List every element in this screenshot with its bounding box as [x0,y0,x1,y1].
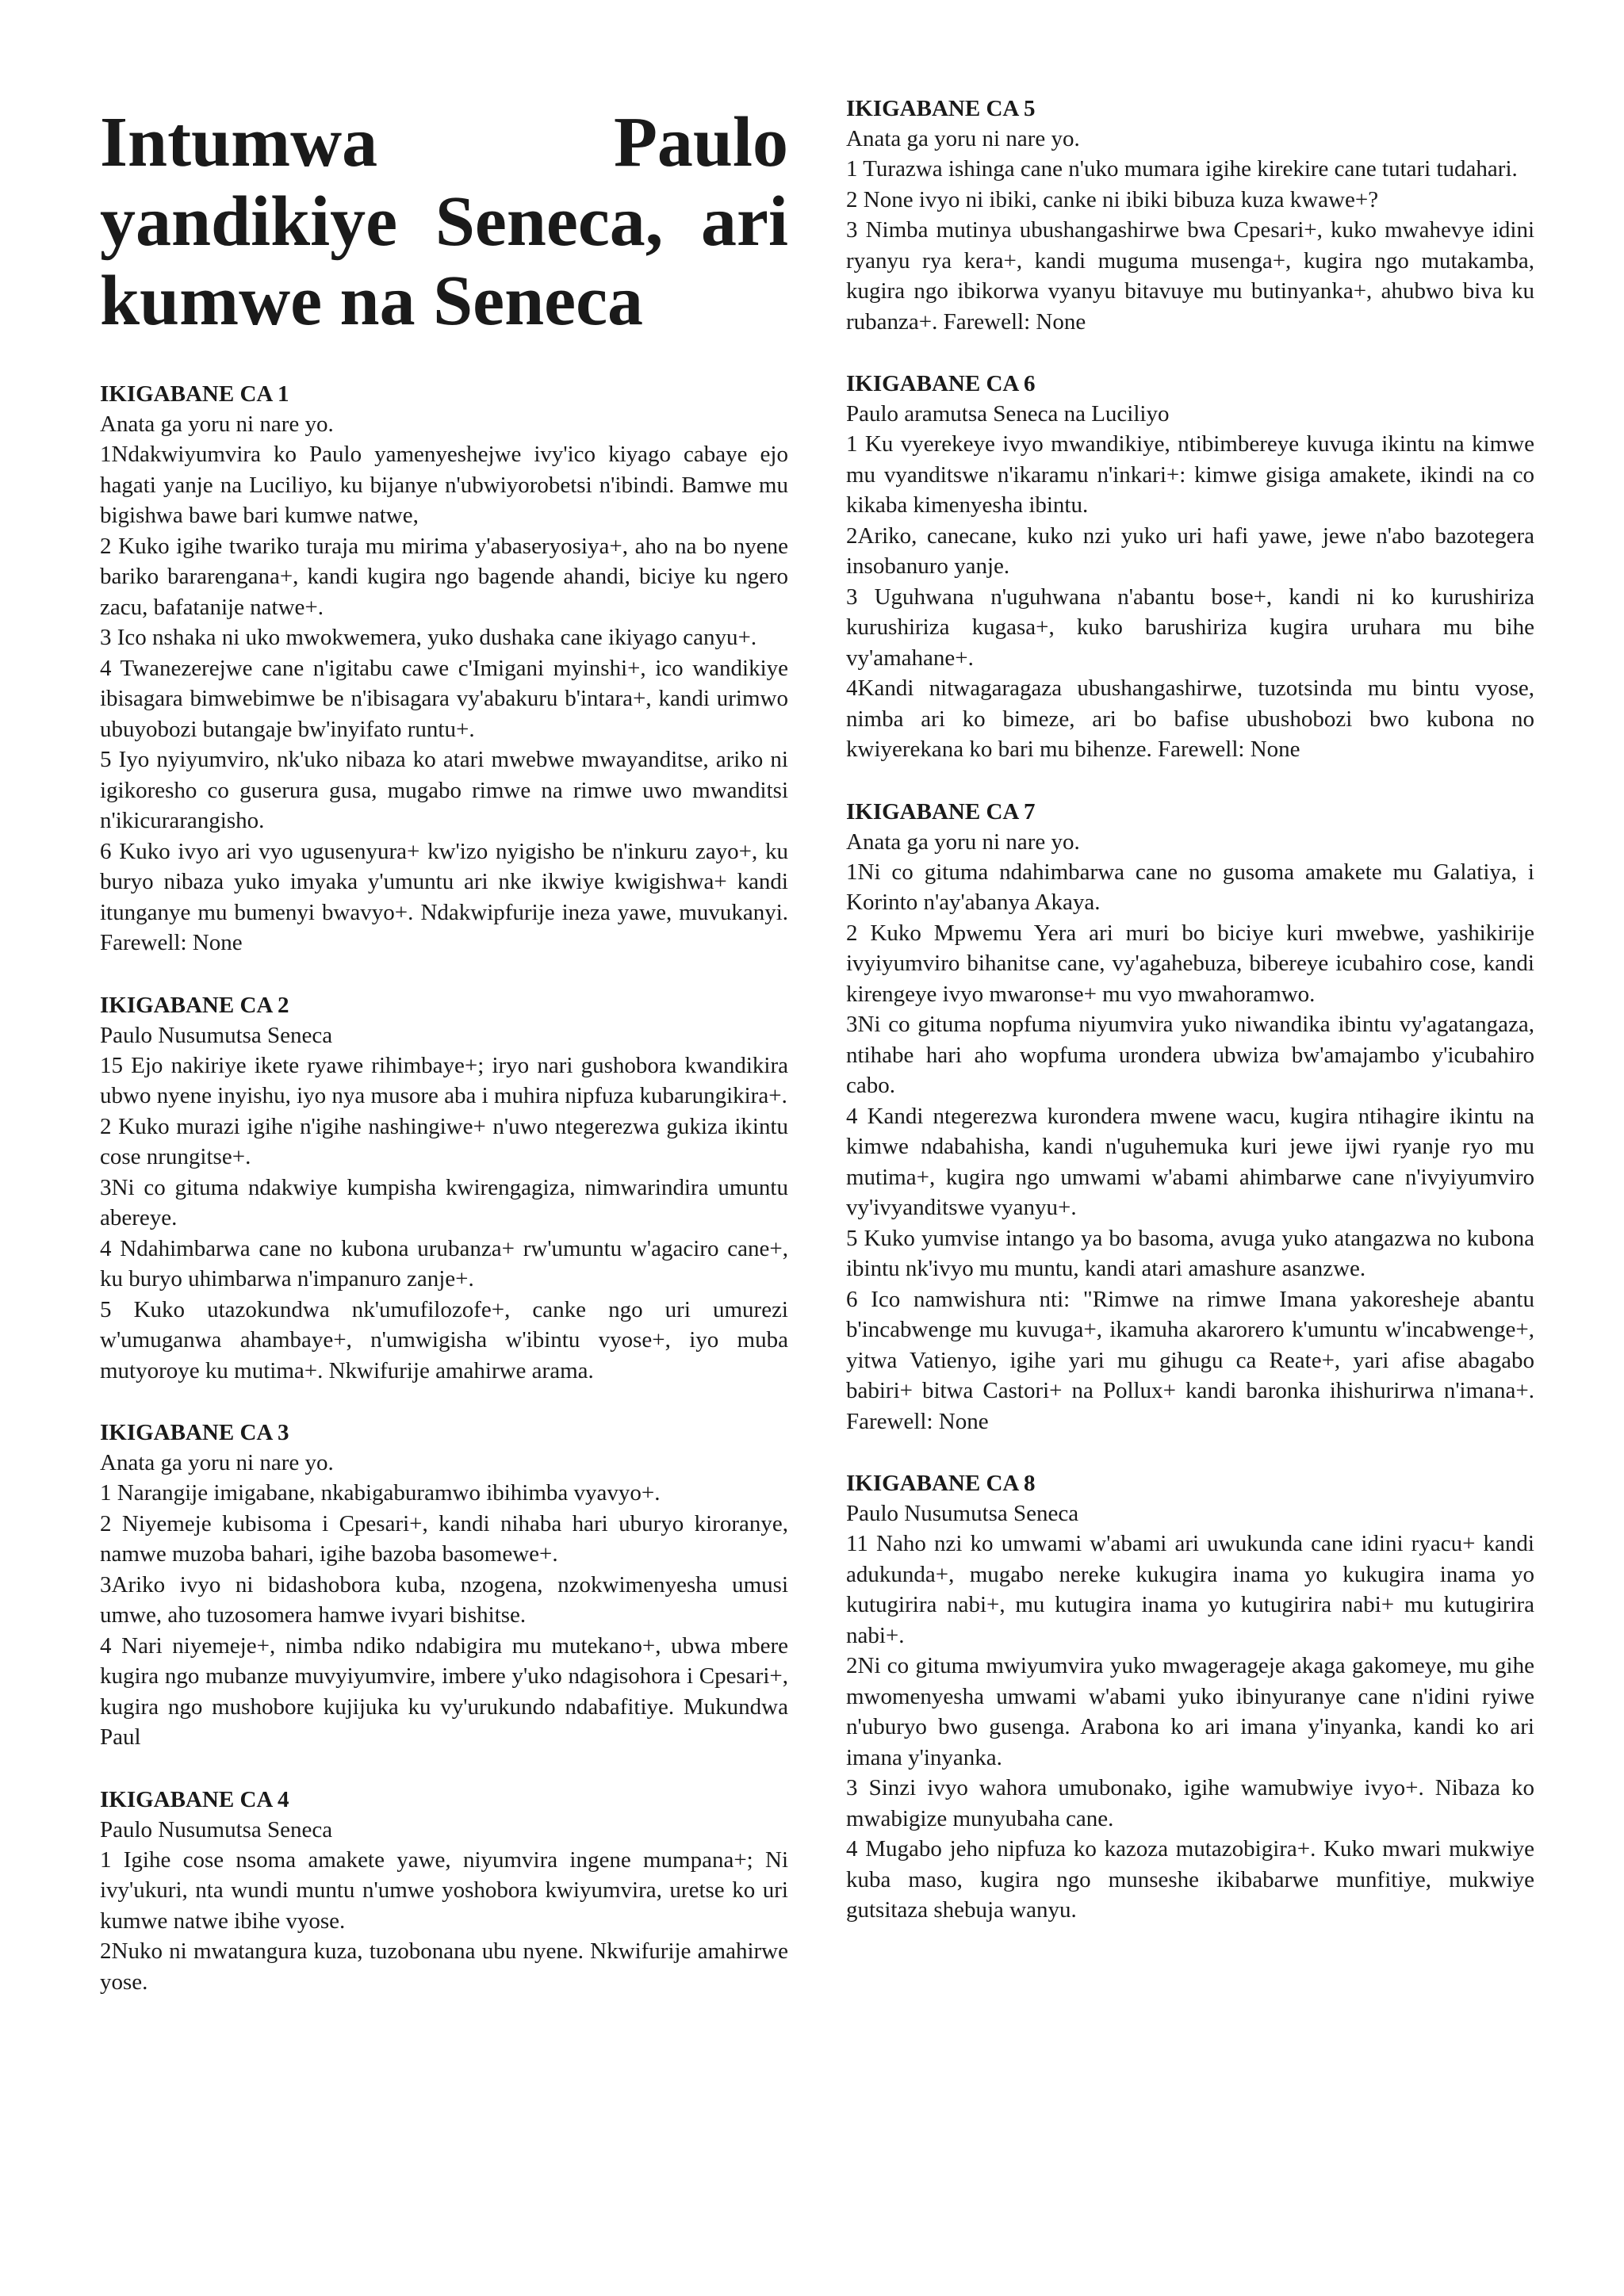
right-column [846,94,1534,1957]
chapter-subtitle: Anata ga yoru ni nare yo. [846,126,1080,151]
verse-paragraph: 6 Kuko ivyo ari vyo ugusenyura+ kw'izo nyigisho be n'inkuru zayo+, ku buryo nibaza yuko imyaka y'umuntu ari nke ikwiye kwigishwa+ kandi itunganye mu bumenyi bwavyo+. Ndakwipfurije ineza yawe, muvukanyi. Farewell: None [100,838,788,955]
verse-paragraph: 2 Niyemeje kubisoma i Cpesari+, kandi nihaba hari uburyo kiroranye, namwe muzoba bahari, igihe bazoba basomewe+. [100,1510,788,1567]
document-title: Intumwa Paulo yandikiye Seneca, ari kumwe na Seneca [100,103,788,340]
chapter-section [100,1418,788,1753]
verse-paragraph: 3Ni co gituma ndakwiye kumpisha kwirengagiza, nimwarindira umuntu abereye. [100,1174,788,1230]
chapter-section [846,797,1534,1437]
chapter-heading: IKIGABANE CA 4 [100,1786,289,1812]
verse-paragraph: 2 Kuko murazi igihe n'igihe nashingiwe+ n'uwo ntegerezwa gukiza ikintu cose nrungitse+. [100,1113,788,1169]
chapter-heading: IKIGABANE CA 8 [846,1471,1036,1496]
chapter-section [100,990,788,1387]
chapter-section [846,369,1534,765]
verse-paragraph: 5 Kuko yumvise intango ya bo basoma, avuga yuko atangazwa no kubona ibintu nk'ivyo mu muntu, kandi atari amashure asanzwe. [846,1225,1534,1281]
chapter-section [100,1785,788,1998]
verse-paragraph: 2 None ivyo ni ibiki, canke ni ibiki bibuza kuza kwawe+? [846,186,1379,212]
verse-paragraph: 2 Kuko igihe twariko turaja mu mirima y'abaseryosiya+, aho na bo nyene bariko bararengana+, kandi kugira ngo bagende ahandi, biciye ku ngero zacu, bafatanije natwe+. [100,533,788,620]
verse-paragraph: 1 Narangije imigabane, nkabigaburamwo ibihimba vyavyo+. [100,1480,661,1506]
chapter-subtitle: Anata ga yoru ni nare yo. [846,828,1080,855]
left-sections [100,379,788,1997]
chapter-heading: IKIGABANE CA 7 [846,798,1036,825]
verse-paragraph: 4 Ndahimbarwa cane no kubona urubanza+ rw'umuntu w'agaciro cane+, ku buryo uhimbarwa n'impanuro zanje+. [100,1235,788,1292]
chapter-subtitle: Paulo Nusumutsa Seneca [100,1022,333,1048]
verse-paragraph: 4 Twanezerejwe cane n'igitabu cawe c'Imigani myinshi+, ico wandikiye ibisagara bimwebimwe be n'ibisagara vy'abakuru b'intara+, kandi urimwo ubuyobozi butangaje bw'inyifato runtu+. [100,655,788,742]
verse-paragraph: 1Ni co gituma ndahimbarwa cane no gusoma amakete mu Galatiya, i Korinto n'ay'abanya Akaya. [846,859,1534,915]
verse-paragraph: 4Kandi nitwagaragaza ubushangashirwe, tuzotsinda mu bintu vyose, nimba ari ko bimeze, ari bo bafise ubushobozi bwo kubona no kwiyerekana ko bari mu bihenze. Farewell: None [846,675,1534,762]
verse-paragraph: 6 Ico namwishura nti: "Rimwe na rimwe Imana yakoresheje abantu b'incabwenge mu kuvuga+, ikamuha akarorero k'umuntu w'incabwenge+, yitwa Vatienyo, igihe yari mu gihugu ca Reate+, yari afise abagabo babiri+ bitwa Castori+ na Pollux+ kandi baronka ihishurirwa n'imana+. Farewell: None [846,1286,1534,1434]
verse-paragraph: 2Ariko, canecane, kuko nzi yuko uri hafi yawe, jewe n'abo bazotegera insobanuro yanje. [846,522,1534,579]
chapter-section [846,1468,1534,1926]
chapter-heading: IKIGABANE CA 5 [846,96,1036,121]
verse-paragraph: 1 Ku vyerekeye ivyo mwandikiye, ntibimbereye kuvuga ikintu na kimwe mu vyanditswe n'ikaramu n'inkari+: kimwe gisiga amakete, ikindi na co kikaba kimenyesha ibintu. [846,431,1534,518]
left-column [100,94,788,2029]
verse-paragraph: 4 Kandi ntegerezwa kurondera mwene wacu, kugira ntihagire ikintu na kimwe ndabahisha, kandi n'uguhemuka kuri jewe ijwi ryanje ryo mu mutima+, kugira ngo umwami w'abami ahimbarwe cane n'ivyiyumviro vy'ivyanditswe vyanyu+. [846,1103,1534,1220]
verse-paragraph: 2Nuko ni mwatangura kuza, tuzobonana ubu nyene. Nkwifurije amahirwe yose. [100,1938,788,1995]
verse-paragraph: 3 Nimba mutinya ubushangashirwe bwa Cpesari+, kuko mwahevye idini ryanyu rya kera+, kandi muguma musenga+, kugira ngo mutakamba, kugira ngo ibikorwa vyanyu bitavuye mu butinyanka+, ahubwo biva ku rubanza+. Farewell: None [846,217,1534,335]
verse-paragraph: 3 Ico nshaka ni uko mwokwemera, yuko dushaka cane ikiyago canyu+. [100,625,757,650]
chapter-heading: IKIGABANE CA 2 [100,992,289,1018]
verse-paragraph: 1 Turazwa ishinga cane n'uko mumara igihe kirekire cane tutari tudahari. [846,156,1518,182]
chapter-heading: IKIGABANE CA 6 [846,371,1036,396]
verse-paragraph: 5 Iyo nyiyumviro, nk'uko nibaza ko atari mwebwe mwayanditse, ariko ni igikoresho co guserura gusa, mugabo rimwe na rimwe uwo mwanditsi n'ikicurarangisho. [100,747,788,833]
verse-paragraph: 3Ni co gituma nopfuma niyumvira yuko niwandika ibintu vy'agatangaza, ntihabe hari aho wopfuma urondera ubwiza bw'amajambo y'icubahiro cabo. [846,1012,1534,1098]
verse-paragraph: 1 Igihe cose nsoma amakete yawe, niyumvira ingene mumpana+; Ni ivy'ukuri, nta wundi muntu n'umwe yoshobora kwiyumvira, uretse ko uri kumwe natwe ibihe vyose. [100,1846,788,1934]
right-sections [846,94,1534,1926]
verse-paragraph: 15 Ejo nakiriye ikete ryawe rihimbaye+; iryo nari gushobora kwandikira ubwo nyene inyishu, iyo nya musore aba i muhira nipfuza kubarungikira+. [100,1052,788,1108]
verse-paragraph: 1Ndakwiyumvira ko Paulo yamenyeshejwe ivy'ico kiyago cabaye ejo hagati yanje na Luciliyo, ku bijanye n'ubwiyorobetsi n'ibindi. Bamwe mu bigishwa bawe bari kumwe natwe, [100,442,788,528]
chapter-section [846,94,1534,337]
chapter-section [100,379,788,959]
verse-paragraph: 4 Nari niyemeje+, nimba ndiko ndabigira mu mutekano+, ubwa mbere kugira ngo mubanze muvyiyumvire, imbere y'uko ndagisohora i Cpesari+, kugira ngo mushobore kujijuka ku vy'urukundo ndabafitiye. Mukundwa Paul [100,1632,788,1750]
chapter-subtitle: Paulo Nusumutsa Seneca [100,1816,333,1843]
verse-paragraph: 5 Kuko utazokundwa nk'umufilozofe+, canke ngo uri umurezi w'umuganwa ahambaye+, n'umwigisha w'ibintu vyose+, iyo muba mutyoroye ku mutima+. Nkwifurije amahirwe arama. [100,1296,788,1383]
verse-paragraph: 2 Kuko Mpwemu Yera ari muri bo biciye kuri mwebwe, yashikirije ivyiyumviro bihanitse cane, vy'agahebuza, bibereye icubahiro cose, kandi kirengeye ivyo mwaronse+ mu vyo mwahoramwo. [846,920,1534,1007]
verse-paragraph: 3 Uguhwana n'uguhwana n'abantu bose+, kandi ni ko kurushiriza kurushiriza kugasa+, kuko barushiriza kugira uruhara mu bihe vy'amahane+. [846,584,1534,671]
chapter-subtitle: Paulo aramutsa Seneca na Luciliyo [846,401,1170,427]
chapter-subtitle: Anata ga yoru ni nare yo. [100,1450,334,1475]
verse-paragraph: 3Ariko ivyo ni bidashobora kuba, nzogena, nzokwimenyesha umusi umwe, aho tuzosomera hamwe ivyari bishitse. [100,1571,788,1628]
chapter-heading: IKIGABANE CA 3 [100,1420,289,1445]
chapter-subtitle: Anata ga yoru ni nare yo. [100,411,334,437]
chapter-subtitle: Paulo Nusumutsa Seneca [846,1501,1079,1526]
verse-paragraph: 3 Sinzi ivyo wahora umubonako, igihe wamubwiye ivyo+. Nibaza ko mwabigize munyubaha cane. [846,1775,1534,1831]
verse-paragraph: 2Ni co gituma mwiyumvira yuko mwagerageje akaga gakomeye, mu gihe mwomenyesha umwami w'abami yuko ibinyuranye cane n'idini ryiwe n'uburyo bwo gusenga. Arabona ko ari imana y'inyanka, kandi ko ari imana y'inyanka. [846,1653,1534,1770]
verse-paragraph: 4 Mugabo jeho nipfuza ko kazoza mutazobigira+. Kuko mwari mukwiye kuba maso, kugira ngo munseshe ikibabarwe munfitiye, mukwiye gutsitaza shebuja wanyu. [846,1836,1534,1923]
verse-paragraph: 11 Naho nzi ko umwami w'abami ari uwukunda cane idini ryacu+ kandi adukunda+, mugabo nereke kukugira inama yo kukugira inama yo kutugirira nabi+, mu kutugira inama yo kutugirira nabi+ mu kutugirira nabi+. [846,1531,1534,1648]
chapter-heading: IKIGABANE CA 1 [100,381,289,407]
